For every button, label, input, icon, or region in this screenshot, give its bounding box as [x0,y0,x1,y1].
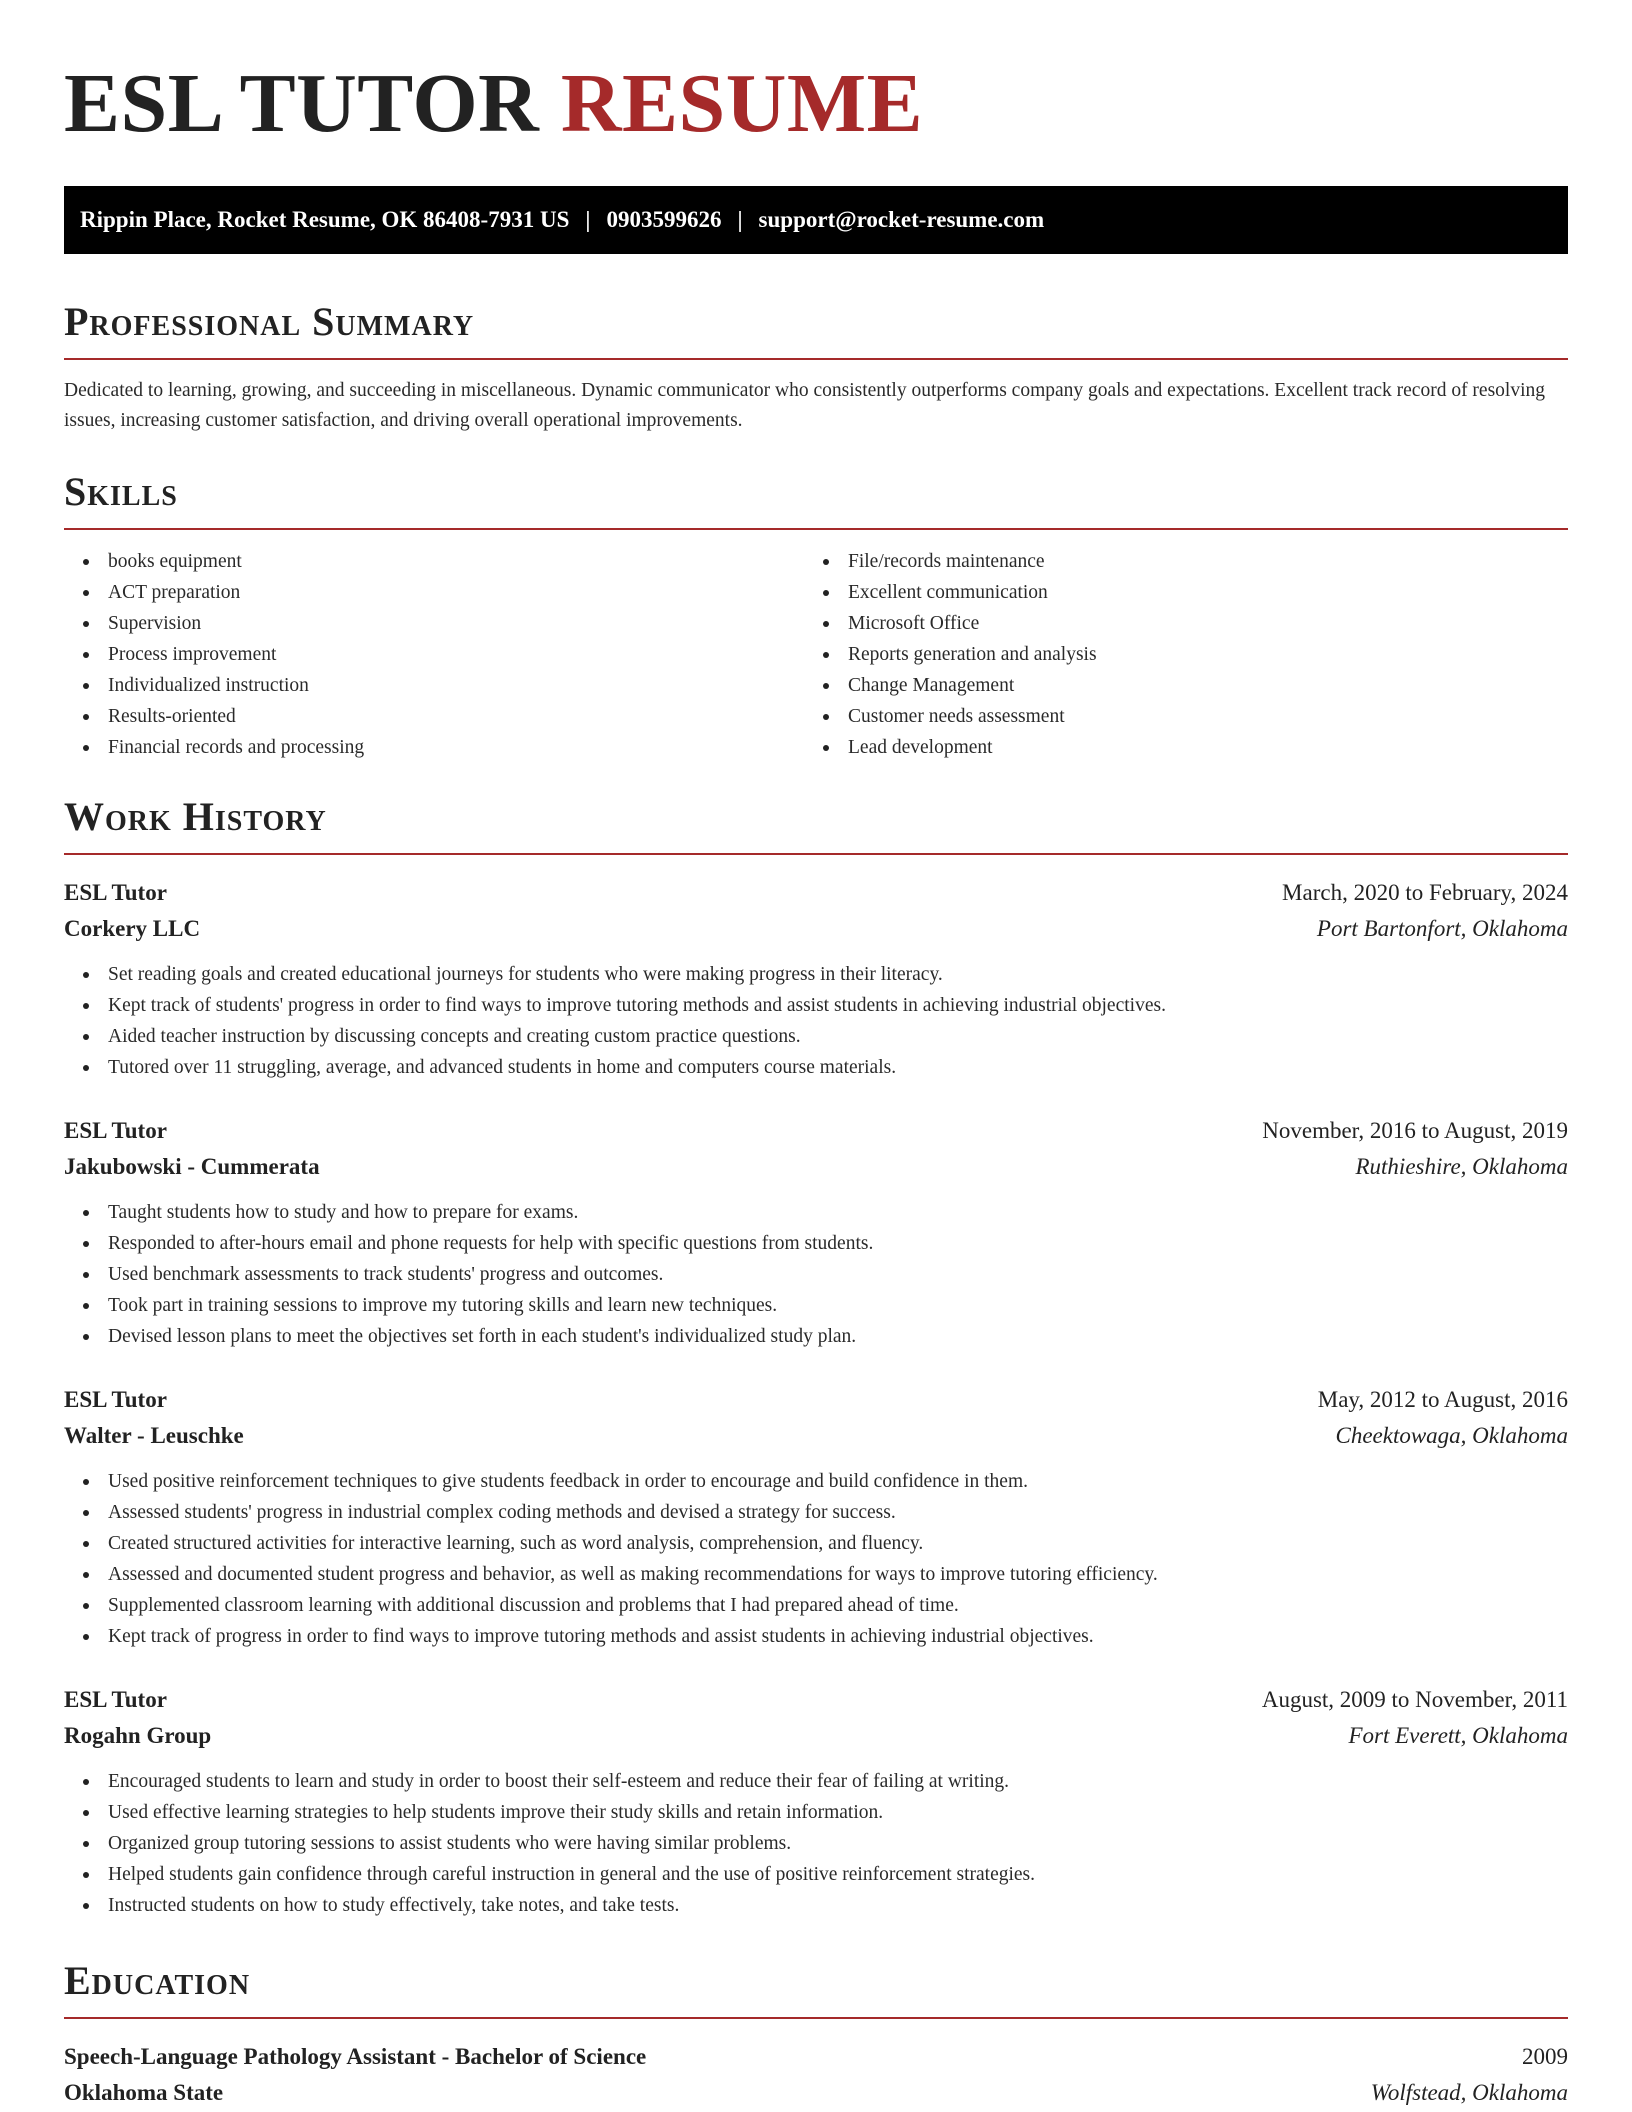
job-entry [64,1113,1568,1352]
job-location: Cheektowaga, Oklahoma [1335,1423,1568,1448]
job-company: Walter - Leuschke [64,1423,244,1448]
job-duties [64,959,1568,1083]
job-duty: Kept track of progress in order to find ways to improve tutoring methods and assist students in achieving industrial objectives. [64,1621,1568,1652]
job-duties [64,1466,1568,1652]
education-section [64,1955,1568,2111]
title-main: ESL TUTOR [64,57,540,150]
education-year: 2009 [1522,2044,1568,2069]
skill-item: Individualized instruction [64,670,804,701]
job-dates: August, 2009 to November, 2011 [1261,1687,1568,1712]
job-title: ESL Tutor [64,1387,167,1412]
job-dates: November, 2016 to August, 2019 [1262,1118,1568,1143]
job-duty: Created structured activities for interactive learning, such as word analysis, comprehension, and fluency. [64,1528,1568,1559]
skill-item: Change Management [804,670,1544,701]
education-location: Wolfstead, Oklahoma [1370,2080,1568,2105]
job-duty: Tutored over 11 struggling, average, and advanced students in home and computers course materials. [64,1052,1568,1083]
summary-text: Dedicated to learning, growing, and succeeding in miscellaneous. Dynamic communicator who consistently outperforms company goals and expectations. Excellent track record of resolving issues, increasing customer satisfaction, and driving overall operational improvements. [64,380,1546,431]
job-location: Port Bartonfort, Oklahoma [1316,916,1568,941]
job-duty: Encouraged students to learn and study in order to boost their self-esteem and reduce their fear of failing at writing. [64,1766,1568,1797]
skill-item: Process improvement [64,639,804,670]
skills-columns [64,546,1568,763]
job-duties [64,1197,1568,1352]
education-heading: Education [64,1958,251,2003]
job-duty: Organized group tutoring sessions to assist students who were having similar problems. [64,1828,1568,1859]
skill-item: File/records maintenance [804,546,1544,577]
section-divider [64,358,1568,360]
job-duty: Responded to after-hours email and phone requests for help with specific questions from students. [64,1228,1568,1259]
section-divider [64,528,1568,530]
job-entry [64,875,1568,1083]
job-title: ESL Tutor [64,880,167,905]
education-school: Oklahoma State [64,2080,224,2105]
job-duty: Helped students gain confidence through careful instruction in general and the use of positive reinforcement strategies. [64,1859,1568,1890]
job-title: ESL Tutor [64,1118,167,1143]
skill-item: Reports generation and analysis [804,639,1544,670]
skill-item: Excellent communication [804,577,1544,608]
job-duties [64,1766,1568,1921]
job-duty: Assessed students' progress in industrial complex coding methods and devised a strategy for success. [64,1497,1568,1528]
section-divider [64,2017,1568,2019]
contact-separator: | [585,207,591,232]
contact-address: Rippin Place, Rocket Resume, OK 86408-7931 US [80,207,570,232]
education-entry [64,2039,1568,2111]
job-entry [64,1682,1568,1921]
job-duty: Took part in training sessions to improve my tutoring skills and learn new techniques. [64,1290,1568,1321]
skill-item: Microsoft Office [804,608,1544,639]
contact-phone: 0903599626 [606,207,722,232]
skills-list-right [804,546,1544,763]
job-duty: Taught students how to study and how to prepare for exams. [64,1197,1568,1228]
job-dates: May, 2012 to August, 2016 [1317,1387,1568,1412]
job-duty: Devised lesson plans to meet the objectives set forth in each student's individualized study plan. [64,1321,1568,1352]
job-duty: Aided teacher instruction by discussing concepts and creating custom practice questions. [64,1021,1568,1052]
contact-separator: | [737,207,743,232]
job-duty: Used benchmark assessments to track students' progress and outcomes. [64,1259,1568,1290]
job-company: Jakubowski - Cummerata [64,1154,320,1179]
job-title: ESL Tutor [64,1687,167,1712]
job-dates: March, 2020 to February, 2024 [1282,880,1568,905]
work-history-section [64,791,1568,1921]
contact-email: support@rocket-resume.com [758,207,1045,232]
job-duty: Used effective learning strategies to help students improve their study skills and retain information. [64,1797,1568,1828]
skill-item: Supervision [64,608,804,639]
job-duty: Assessed and documented student progress and behavior, as well as making recommendations for ways to improve tutoring efficiency. [64,1559,1568,1590]
work-history-heading: Work History [64,794,327,839]
job-location: Ruthieshire, Oklahoma [1355,1154,1568,1179]
resume-page [64,0,1568,2111]
job-duty: Set reading goals and created educational journeys for students who were making progress in their literacy. [64,959,1568,990]
summary-section [64,296,1568,436]
skill-item: Lead development [804,732,1544,763]
job-company: Corkery LLC [64,916,201,941]
skill-item: Financial records and processing [64,732,804,763]
section-divider [64,853,1568,855]
job-company: Rogahn Group [64,1723,212,1748]
education-degree: Speech-Language Pathology Assistant - Bachelor of Science [64,2044,647,2069]
job-duty: Kept track of students' progress in order to find ways to improve tutoring methods and assist students in achieving industrial objectives. [64,990,1568,1021]
resume-title [64,0,1568,152]
job-location: Fort Everett, Oklahoma [1348,1723,1568,1748]
job-duty: Instructed students on how to study effectively, take notes, and take tests. [64,1890,1568,1921]
skill-item: Customer needs assessment [804,701,1544,732]
summary-heading: Professional Summary [64,299,475,344]
contact-bar [64,186,1568,254]
skills-section [64,466,1568,763]
skill-item: ACT preparation [64,577,804,608]
job-duty: Used positive reinforcement techniques to give students feedback in order to encourage and build confidence in them. [64,1466,1568,1497]
skills-list-left [64,546,804,763]
job-entry [64,1382,1568,1652]
job-duty: Supplemented classroom learning with additional discussion and problems that I had prepared ahead of time. [64,1590,1568,1621]
skill-item: Results-oriented [64,701,804,732]
skill-item: books equipment [64,546,804,577]
title-accent: RESUME [560,57,924,150]
skills-heading: Skills [64,469,178,514]
